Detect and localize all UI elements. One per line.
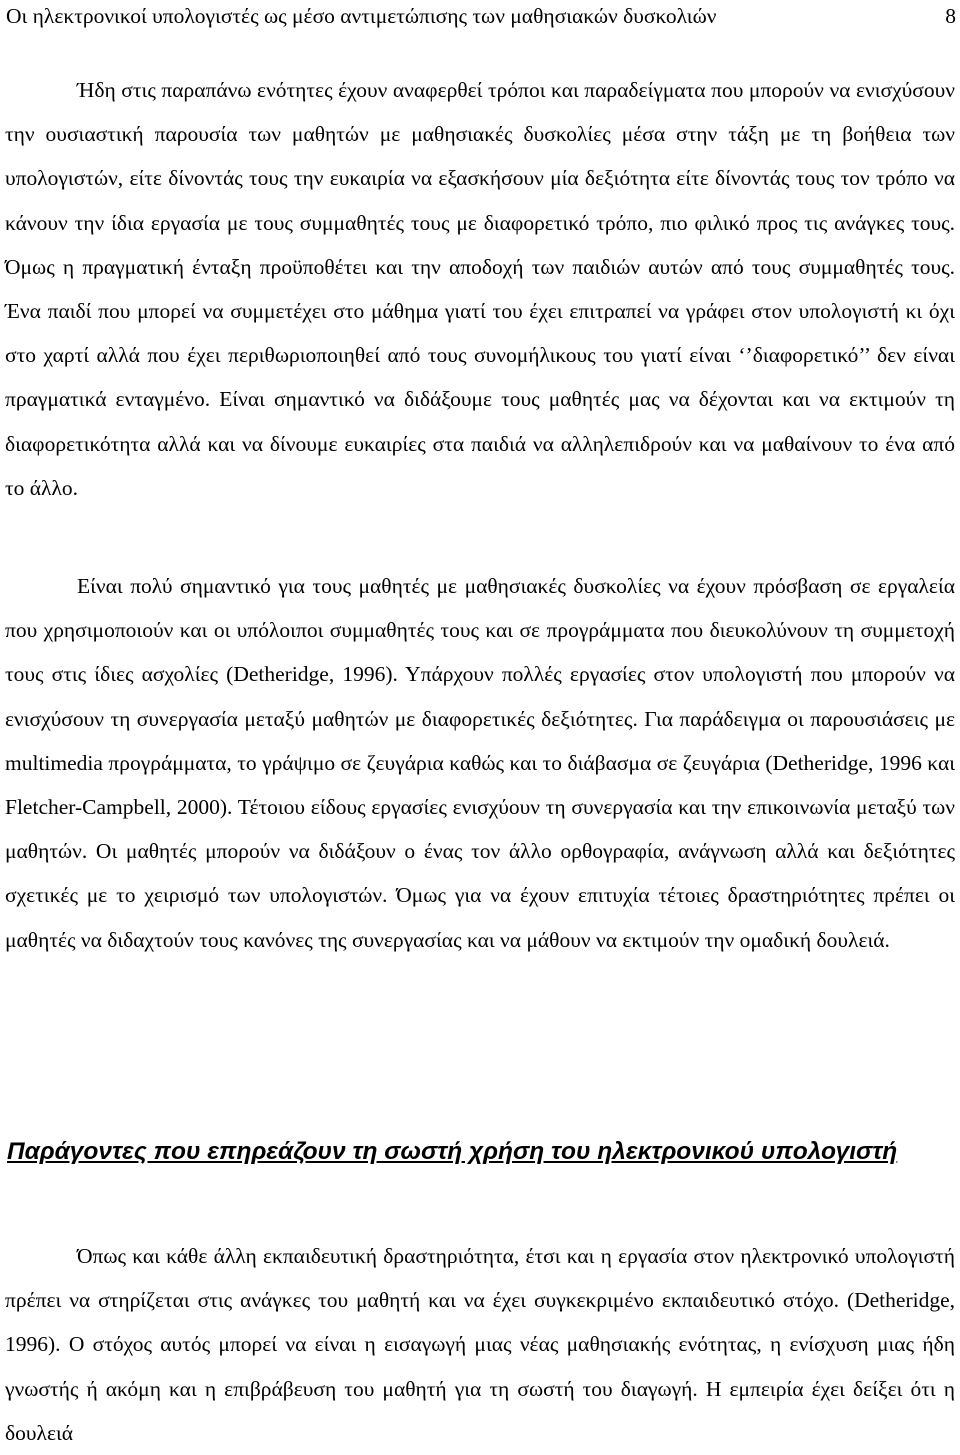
section-heading: Παράγοντες που επηρεάζουν τη σωστή χρήση του ηλεκτρονικού υπολογιστή — [7, 1138, 898, 1165]
body-paragraph: Είναι πολύ σημαντικό για τους μαθητές με μαθησιακές δυσκολίες να έχουν πρόσβαση σε εργαλεία που χρησιμοποιούν και οι υπόλοιποι συμμαθητές τους και σε προγράμματα που διευκολύνουν τη συμμετοχή τους στις ίδιες ασχολίες (Detheridge, 1996). Υπάρχουν πολλές εργασίες στον υπολογιστή που μπορούν να ενισχύσουν τη συνεργασία μεταξύ μαθητών με διαφορετικές δεξιότητες. Για παράδειγμα οι παρουσιάσεις με multimedia προγράμματα, το γράψιμο σε ζευγάρια καθώς και το διάβασμα σε ζευγάρια (Detheridge, 1996 και Fletcher-Campbell, 2000). Τέτοιου είδους εργασίες ενισχύουν τη συνεργασία και την επικοινωνία μεταξύ των μαθητών. Οι μαθητές μπορούν να διδάξουν ο ένας τον άλλο ορθογραφία, ανάγνωση αλλά και δεξιότητες σχετικές με το χειρισμό των υπολογιστών. Όμως για να έχουν επιτυχία τέτοιες δραστηριότητες πρέπει οι μαθητές να διδαχτούν τους κανόνες της συνεργασίας και να μάθουν να εκτιμούν την ομαδική δουλειά. — [5, 574, 955, 952]
running-header — [6, 0, 956, 32]
page-number: 8 — [945, 4, 956, 28]
body-paragraph: Ήδη στις παραπάνω ενότητες έχουν αναφερθεί τρόποι και παραδείγματα που μπορούν να ενισχύσουν την ουσιαστική παρουσία των μαθητών με μαθησιακές δυσκολίες μέσα στην τάξη με τη βοήθεια των υπολογιστών, είτε δίνοντάς τους την ευκαιρία να εξασκήσουν μία δεξιότητα είτε δίνοντάς τους τον τρόπο να κάνουν την ίδια εργασία με τους συμμαθητές τους με διαφορετικό τρόπο, πιο φιλικό προς τις ανάγκες τους. Όμως η πραγματική ένταξη προϋποθέτει και την αποδοχή των παιδιών αυτών από τους συμμαθητές τους. Ένα παιδί που μπορεί να συμμετέχει στο μάθημα γιατί του έχει επιτραπεί να γράφει στον υπολογιστή κι όχι στο χαρτί αλλά που έχει περιθωριοποιηθεί από τους συνομήλικους του γιατί είναι ‘’διαφορετικό’’ δεν είναι πραγματικά ενταγμένο. Είναι σημαντικό να διδάξουμε τους μαθητές μας να δέχονται και να εκτιμούν τη διαφορετικότητα αλλά και να δίνουμε ευκαιρίες στα παιδιά να αλληλεπιδρούν και να μαθαίνουν το ένα από το άλλο. — [5, 78, 955, 500]
running-header-title: Οι ηλεκτρονικοί υπολογιστές ως μέσο αντιμετώπισης των μαθησιακών δυσκολιών — [6, 4, 717, 28]
section-paragraph: Όπως και κάθε άλλη εκπαιδευτική δραστηριότητα, έτσι και η εργασία στον ηλεκτρονικό υπολογιστή πρέπει να στηρίζεται στις ανάγκες του μαθητή και να έχει συγκεκριμένο εκπαιδευτικό στόχο. (Detheridge, 1996). Ο στόχος αυτός μπορεί να είναι η εισαγωγή μιας νέας μαθησιακής ενότητας, η ενίσχυση μιας ήδη γνωστής ή ακόμη και η επιβράβευση του μαθητή για τη σωστή του διαγωγή. Η εμπειρία έχει δείξει ότι η δουλειά — [5, 1244, 955, 1445]
